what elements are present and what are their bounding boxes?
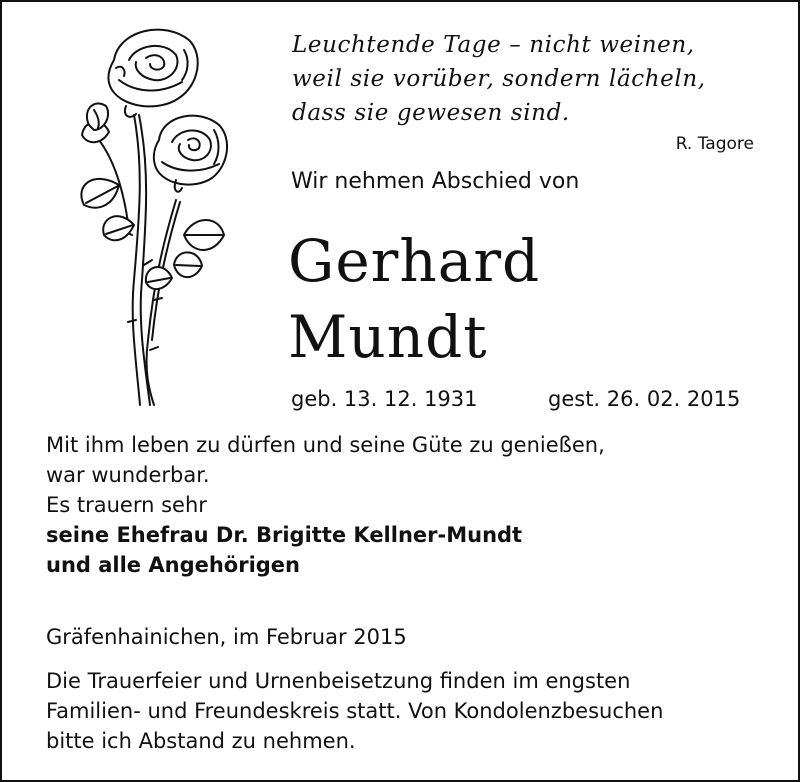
poem-line: dass sie gewesen sind.	[292, 100, 570, 126]
funeral-line: Die Trauerfeier und Urnenbeisetzung finden im engsten	[46, 669, 631, 693]
tribute-line: Es trauern sehr	[46, 493, 207, 517]
tribute-line: war wunderbar.	[46, 463, 210, 487]
funeral-note	[46, 666, 663, 756]
last-name: Mundt	[288, 303, 488, 371]
place-date: Gräfenhainichen, im Februar 2015	[46, 625, 407, 649]
tribute-text	[46, 430, 605, 580]
poem-quote	[292, 28, 706, 130]
deceased-name	[288, 223, 540, 375]
mourner-line: und alle Angehörigen	[46, 553, 300, 577]
poem-author: R. Tagore	[675, 134, 754, 154]
funeral-line: bitte ich Abstand zu nehmen.	[46, 729, 356, 753]
poem-line: Leuchtende Tage – nicht weinen,	[292, 32, 695, 58]
mourner-line: seine Ehefrau Dr. Brigitte Kellner-Mundt	[46, 523, 523, 547]
farewell-intro: Wir nehmen Abschied von	[291, 169, 580, 194]
birth-date: geb. 13. 12. 1931	[291, 387, 478, 411]
death-date: gest. 26. 02. 2015	[548, 387, 741, 411]
poem-line: weil sie vorüber, sondern lächeln,	[292, 66, 706, 92]
funeral-line: Familien- und Freundeskreis statt. Von Kondolenzbesuchen	[46, 699, 664, 723]
first-name: Gerhard	[288, 227, 541, 295]
rose-illustration	[64, 20, 244, 420]
tribute-line: Mit ihm leben zu dürfen und seine Güte zu genießen,	[46, 433, 605, 457]
